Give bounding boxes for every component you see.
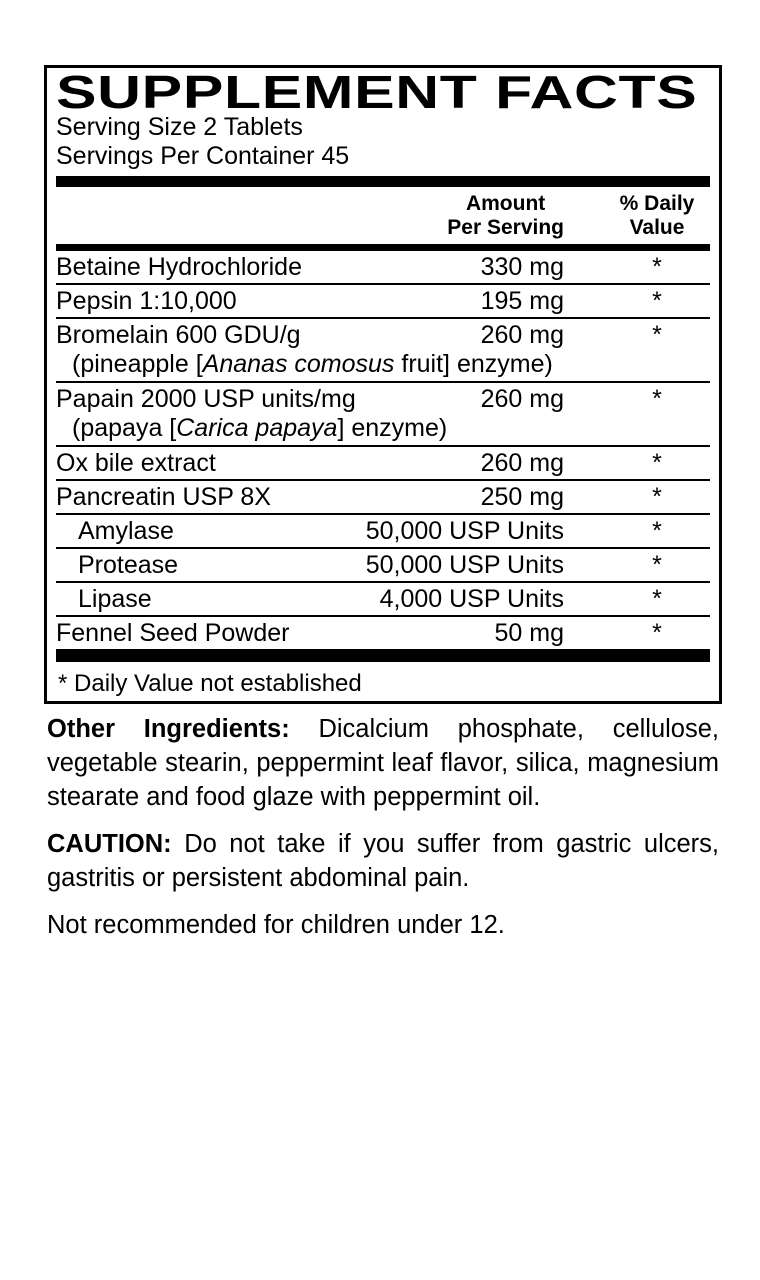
- panel-title-text: SUPPLEMENT FACTS: [56, 66, 698, 118]
- table-row: [56, 319, 710, 383]
- ingredient-amount: 260 mg: [480, 449, 564, 477]
- ingredient-table: [56, 251, 710, 649]
- species-name: Carica papaya: [176, 414, 338, 442]
- column-header-amount-line1: Amount: [465, 192, 546, 215]
- ingredient-amount: 50,000 USP Units: [365, 551, 564, 579]
- table-row: [56, 617, 710, 649]
- column-header-row: [56, 187, 710, 244]
- table-row: [56, 481, 710, 515]
- source-note-text: (pineapple [: [72, 350, 203, 378]
- ingredient-source-note: [56, 412, 710, 442]
- column-header-amount-line2: Per Serving: [447, 216, 564, 239]
- ingredient-amount: 250 mg: [480, 483, 564, 511]
- supplement-facts-panel: [44, 65, 722, 704]
- ingredient-name: Ox bile extract: [56, 449, 216, 477]
- servings-per-container: Servings Per Container 45: [56, 142, 350, 170]
- ingredient-name: Protease: [78, 551, 179, 579]
- ingredient-name: Amylase: [78, 517, 174, 545]
- column-header-dv-line1: % Daily: [619, 192, 695, 215]
- ingredient-name: Fennel Seed Powder: [56, 619, 290, 647]
- column-header-amount: [447, 192, 564, 240]
- caution-text: Do not take if you suffer from gastric ulcers, gastritis or persistent abdominal pain.: [47, 830, 719, 892]
- source-note-text: (papaya [: [72, 414, 177, 442]
- ingredient-amount: 260 mg: [480, 385, 564, 413]
- ingredient-name: Bromelain 600 GDU/g: [56, 321, 301, 349]
- table-row: [56, 549, 710, 583]
- table-row: [56, 515, 710, 549]
- ingredient-name: Papain 2000 USP units/mg: [56, 385, 356, 413]
- ingredient-name: Pepsin 1:10,000: [56, 287, 237, 315]
- table-row: [56, 583, 710, 617]
- serving-size: Serving Size 2 Tablets: [56, 113, 303, 141]
- other-ingredients-paragraph: [47, 712, 719, 814]
- column-header-dv-line2: Value: [629, 216, 685, 239]
- divider-bar-header: [56, 244, 710, 251]
- ingredient-amount: 195 mg: [480, 287, 564, 315]
- daily-value-footnote: * Daily Value not established: [58, 670, 362, 697]
- ingredient-daily-value: *: [652, 619, 662, 647]
- ingredient-daily-value: *: [652, 551, 662, 579]
- panel-title: [56, 66, 710, 118]
- table-row: [56, 447, 710, 481]
- ingredient-daily-value: *: [652, 449, 662, 477]
- source-note-text: fruit] enzyme): [394, 350, 553, 378]
- table-row: [56, 251, 710, 285]
- table-row: [56, 285, 710, 319]
- ingredient-amount: 50,000 USP Units: [365, 517, 564, 545]
- ingredient-name: Betaine Hydrochloride: [56, 253, 302, 281]
- ingredient-daily-value: *: [652, 253, 662, 281]
- children-note: Not recommended for children under 12.: [47, 911, 505, 939]
- divider-bar-bottom: [56, 649, 710, 662]
- ingredient-amount: 4,000 USP Units: [379, 585, 564, 613]
- ingredient-daily-value: *: [652, 517, 662, 545]
- column-header-daily-value: [564, 192, 710, 240]
- ingredient-daily-value: *: [652, 321, 662, 349]
- divider-bar-top: [56, 176, 710, 187]
- ingredient-daily-value: *: [652, 287, 662, 315]
- ingredient-amount: 260 mg: [480, 321, 564, 349]
- source-note-text: ] enzyme): [337, 414, 448, 442]
- table-row: [56, 383, 710, 447]
- ingredient-daily-value: *: [652, 385, 662, 413]
- ingredient-amount: 50 mg: [494, 619, 564, 647]
- caution-paragraph: [47, 827, 719, 895]
- label-text-section: [47, 712, 719, 942]
- ingredient-source-note: [56, 348, 710, 378]
- caution-label: CAUTION:: [47, 830, 172, 858]
- species-name: Ananas comosus: [202, 350, 395, 378]
- ingredient-name: Lipase: [78, 585, 152, 613]
- ingredient-daily-value: *: [652, 585, 662, 613]
- other-ingredients-text: Dicalcium phosphate, cellulose, vegetable stearin, peppermint leaf flavor, silica, magnesium stearate and food glaze with peppermint oil.: [47, 715, 719, 811]
- ingredient-amount: 330 mg: [480, 253, 564, 281]
- other-ingredients-label: Other Ingredients:: [47, 715, 290, 743]
- ingredient-name: Pancreatin USP 8X: [56, 483, 271, 511]
- ingredient-daily-value: *: [652, 483, 662, 511]
